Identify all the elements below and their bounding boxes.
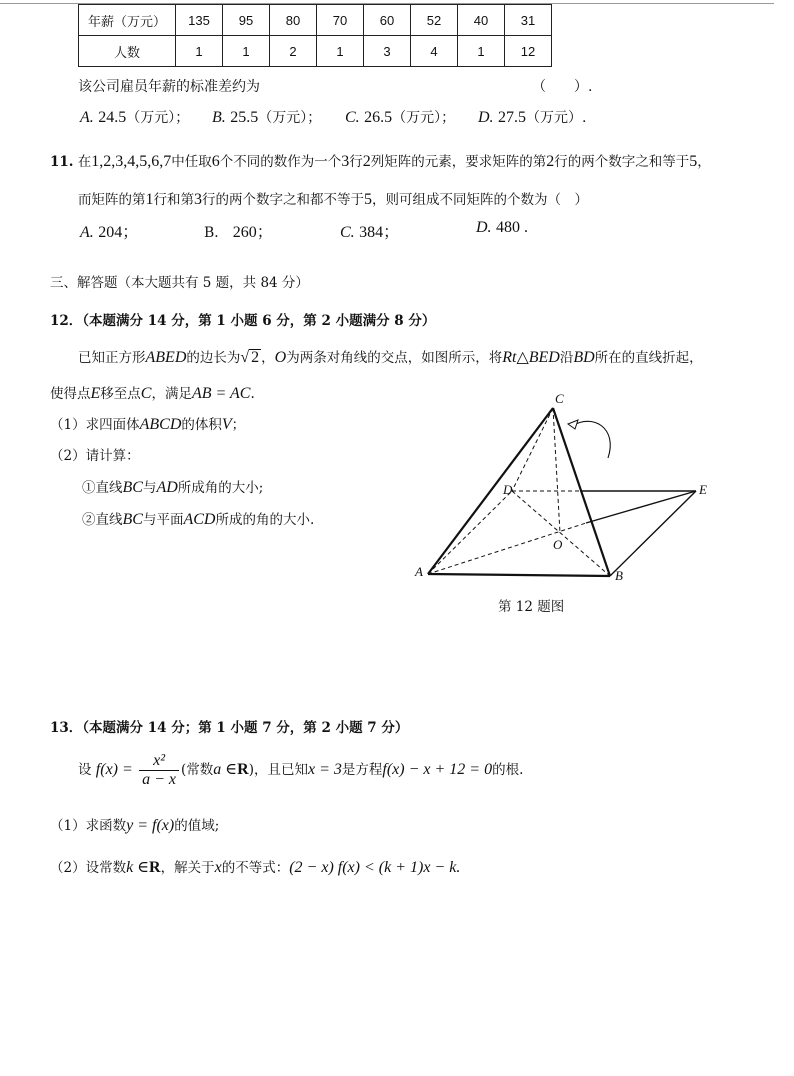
q10-blank: （ ）. <box>532 79 593 95</box>
label-o: O <box>553 537 563 552</box>
table-cell: 3 <box>364 36 411 67</box>
table-cell: 1 <box>176 36 223 67</box>
table-cell: 95 <box>223 5 270 36</box>
edge-ad <box>428 491 512 574</box>
label-e: E <box>699 482 707 497</box>
table-row <box>79 5 552 36</box>
q10-option-c: C. 26.5（万元）； <box>345 109 456 126</box>
table-header-salary: 年薪（万元） <box>79 5 176 36</box>
q11-option-a: A. 204； <box>80 224 139 241</box>
q11-option-b: B． 260； <box>204 224 273 241</box>
salary-table <box>78 4 552 67</box>
q13-header: 13．（本题满分 14 分；第 1 小题 7 分，第 2 小题 7 分） <box>50 720 409 736</box>
table-cell: 2 <box>270 36 317 67</box>
section-3-heading: 三、解答题（本大题共有 5 题，共 84 分） <box>50 275 309 291</box>
q10-option-d: D. 27.5（万元）. <box>478 109 587 126</box>
table-header-count: 人数 <box>79 36 176 67</box>
table-cell: 135 <box>176 5 223 36</box>
table-cell: 1 <box>458 36 505 67</box>
q12-figure <box>408 388 718 588</box>
q13-definition: 设 f(x) = $\frac{\text{x²}}{a - x}$ (常数a ∈R)，且已知x = 3是方程f(x) − x + 12 = 0的根. <box>78 752 524 788</box>
q12-paragraph-line1: 已知正方形ABED的边长为√ 2 ，O为两条对角线的交点，如图所示，将Rt△BED沿BD所在的直线折起， <box>78 349 703 366</box>
q11-option-d: D. 480 . <box>476 219 529 236</box>
table-row <box>79 36 552 67</box>
q12-figure-caption: 第 12 题图 <box>498 599 565 615</box>
table-cell: 4 <box>411 36 458 67</box>
q10-option-b: B. 25.5（万元）； <box>212 109 322 126</box>
label-d: D <box>503 482 513 497</box>
q12-subquestion-2-ii: ②直线BC与平面ACD所成的角的大小. <box>82 511 315 528</box>
table-cell: 40 <box>458 5 505 36</box>
q11-line1: 11. 在1,2,3,4,5,6,7中任取6个不同的数作为一个3行2列矩阵的元素，要求矩阵的第2行的两个数字之和等于5， <box>50 153 711 170</box>
edge-ab <box>428 574 610 576</box>
edge-cd <box>512 408 553 491</box>
q11-line2: 而矩阵的第1行和第3行的两个数字之和都不等于5，则可组成不同矩阵的个数为（ ） <box>78 191 588 208</box>
table-cell: 80 <box>270 5 317 36</box>
table-cell: 1 <box>223 36 270 67</box>
label-a: A <box>415 564 423 579</box>
q13-subquestion-2: （2）设常数k ∈R，解关于x的不等式：(2 − x) f(x) < (k + 1)x − k. <box>50 859 461 876</box>
table-cell: 70 <box>317 5 364 36</box>
fold-arrowhead <box>568 420 578 429</box>
q13-subquestion-1: （1）求函数y = f(x)的值域; <box>50 817 220 834</box>
q11-option-c: C. 384； <box>340 224 400 241</box>
table-cell: 31 <box>505 5 552 36</box>
fold-arrow <box>572 421 610 458</box>
label-c: C <box>555 391 564 406</box>
q12-header: 12．（本题满分 14 分，第 1 小题 6 分，第 2 小题满分 8 分） <box>50 313 436 329</box>
table-cell: 60 <box>364 5 411 36</box>
q12-subquestion-2-i: ①直线BC与AD所成角的大小; <box>82 479 264 496</box>
q10-option-a: A. 24.5（万元）； <box>80 109 190 126</box>
table-cell: 1 <box>317 36 364 67</box>
table-cell: 52 <box>411 5 458 36</box>
q13-fraction: $\frac{\text{x²}}{a - x}$ <box>139 752 179 789</box>
q12-subquestion-2: （2）请计算： <box>50 448 140 464</box>
q12-paragraph-line2: 使得点E移至点C，满足AB = AC. <box>50 385 255 402</box>
q10-stem: 该公司雇员年薪的标准差约为 <box>78 79 260 95</box>
label-b: B <box>615 568 623 583</box>
q12-subquestion-1: （1）求四面体ABCD的体积V； <box>50 416 246 433</box>
table-cell: 12 <box>505 36 552 67</box>
